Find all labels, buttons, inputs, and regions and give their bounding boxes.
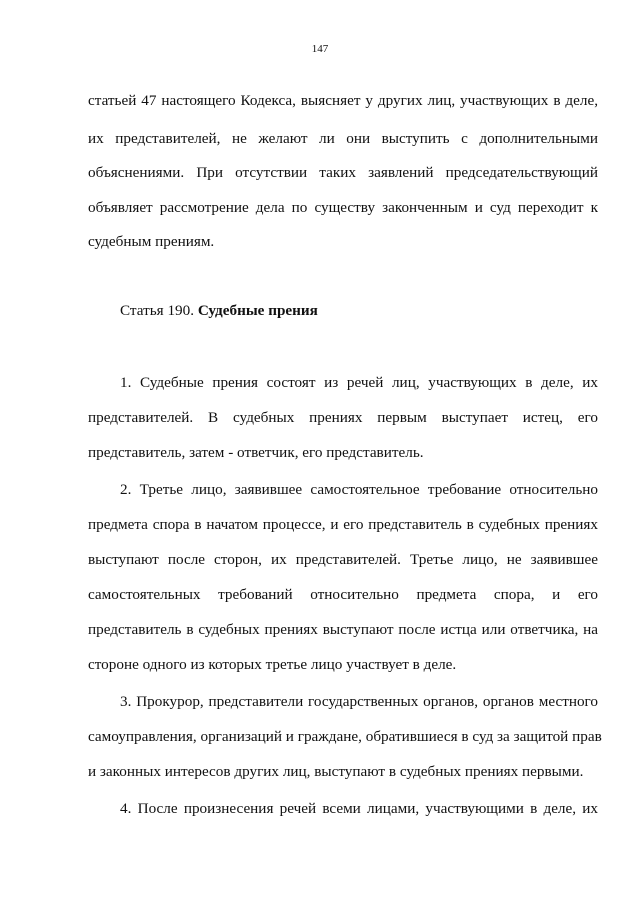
intro-line: статьей 47 настоящего Кодекса, выясняет у других лиц, участвующих в деле,: [88, 92, 598, 109]
intro-line: их представителей, не желают ли они выступить с дополнительными: [88, 130, 598, 147]
paragraph-2-line: стороне одного из которых третье лицо участвует в деле.: [88, 656, 457, 673]
paragraph-1-line: 1. Судебные прения состоят из речей лиц, участвующих в деле, их: [120, 374, 598, 391]
paragraph-3-line: самоуправления, организаций и граждане, обратившиеся в суд за защитой прав: [88, 728, 602, 745]
paragraph-3-line: и законных интересов других лиц, выступают в судебных прениях первыми.: [88, 763, 584, 780]
paragraph-2-line: предмета спора в начатом процессе, и его представитель в судебных прениях: [88, 516, 598, 533]
paragraph-2-line: выступают после сторон, их представителей. Третье лицо, не заявившее: [88, 551, 598, 568]
paragraph-1-line: представителей. В судебных прениях первым выступает истец, его: [88, 409, 598, 426]
article-title: Судебные прения: [197, 302, 318, 319]
article-number: Статья 190.: [120, 302, 195, 319]
paragraph-4-line: 4. После произнесения речей всеми лицами, участвующими в деле, их: [120, 800, 598, 817]
page-number: 147: [311, 43, 329, 55]
paragraph-1-line: представитель, затем - ответчик, его представитель.: [88, 444, 424, 461]
intro-line: объявляет рассмотрение дела по существу законченным и суд переходит к: [88, 199, 598, 216]
paragraph-2-line: 2. Третье лицо, заявившее самостоятельное требование относительно: [120, 481, 598, 498]
intro-line: судебным прениям.: [88, 233, 215, 250]
article-heading: [120, 302, 318, 320]
paragraph-3-line: 3. Прокурор, представители государственных органов, органов местного: [120, 693, 598, 710]
paragraph-2-line: самостоятельных требований относительно предмета спора, и его: [88, 586, 598, 603]
paragraph-2-line: представитель в судебных прениях выступают после истца или ответчика, на: [88, 621, 598, 638]
intro-line: объяснениями. При отсутствии таких заявлений председательствующий: [88, 164, 598, 181]
